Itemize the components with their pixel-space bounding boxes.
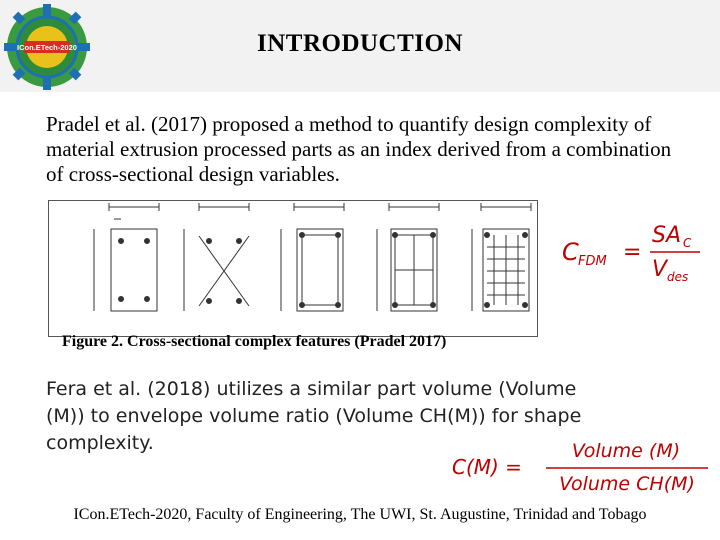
cross-section-figure	[48, 200, 538, 337]
fera-paragraph: Fera et al. (2018) utilizes a similar part volume (Volume (M)) to envelope volume ratio (Volume CH(M)) for shape complexity.	[46, 378, 582, 454]
eq1-equals: =	[623, 240, 642, 265]
section-plain	[94, 203, 159, 311]
eq1-numerator: SA	[652, 223, 682, 248]
section-x-cross	[184, 203, 249, 311]
eq1-denominator: V	[652, 257, 668, 282]
cm-equation	[450, 434, 712, 500]
eq1-denominator-sub: des	[667, 270, 689, 284]
eq1-lhs-sub: FDM	[578, 254, 607, 269]
slide-title: INTRODUCTION	[256, 30, 464, 57]
footer-text: ICon.ETech-2020, Faculty of Engineering, The UWI, St. Augustine, Trinidad and Tobago	[73, 506, 647, 523]
eq1-lhs: C	[562, 238, 579, 266]
header-bar	[0, 0, 720, 92]
logo-text: ICon.ETech-2020	[17, 43, 77, 52]
eq1-numerator-sub: C	[683, 236, 692, 250]
section-grid-2x2	[377, 203, 439, 311]
eq2-numerator: Volume (M)	[571, 440, 681, 462]
cross-section-drawings	[49, 201, 537, 336]
intro-paragraph: Pradel et al. (2017) proposed a method to quantify design complexity of material extrusion processed parts as an index derived from a combination of cross-sectional design variables.	[46, 112, 672, 186]
eq2-lhs: C(M) =	[452, 455, 522, 479]
figure-caption: Figure 2. Cross-sectional complex features (Pradel 2017)	[62, 333, 447, 350]
eq2-denominator: Volume CH(M)	[559, 473, 695, 495]
section-grid-fine	[472, 203, 531, 311]
cfdm-equation	[560, 212, 710, 292]
section-hollow	[281, 203, 344, 311]
